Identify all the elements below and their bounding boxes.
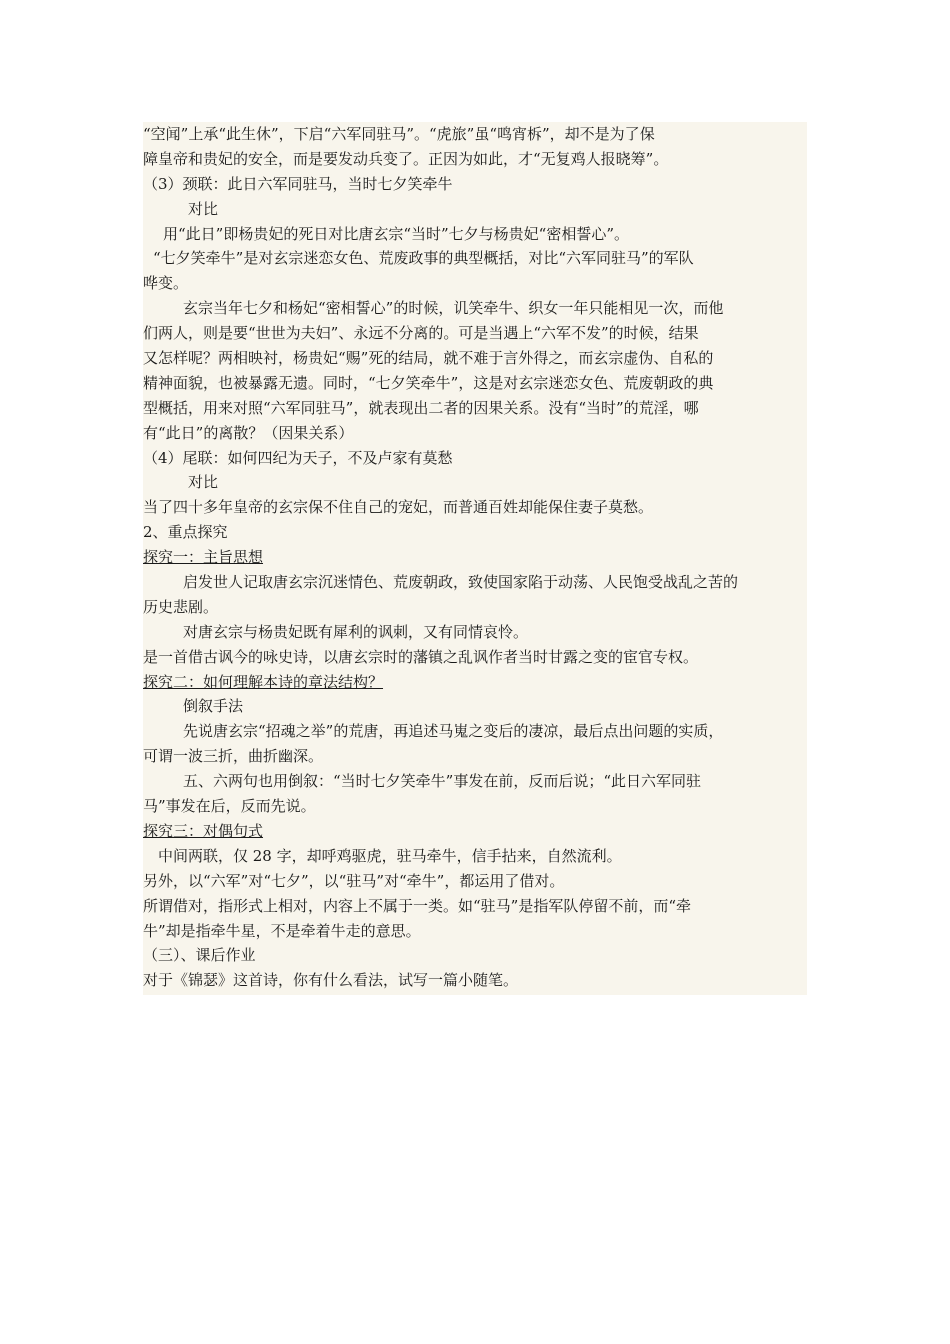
text-line: 五、六两句也用倒叙：“当时七夕笑牵牛”事发在前，反而后说；“此日六军同驻 xyxy=(183,772,702,791)
text-line: 型概括，用来对照“六军同驻马”，就表现出二者的因果关系。没有“当时”的荒淫，哪 xyxy=(143,398,699,417)
text-line: （4）尾联：如何四纪为天子，不及卢家有莫愁 xyxy=(143,448,453,467)
text-line: （3）颈联：此日六军同驻马，当时七夕笑牵牛 xyxy=(143,174,453,193)
text-line: 有“此日”的离散？（因果关系） xyxy=(143,423,354,442)
text-line: 所谓借对，指形式上相对，内容上不属于一类。如“驻马”是指军队停留不前，而“牵 xyxy=(143,896,692,915)
text-line: 精神面貌，也被暴露无遗。同时，“七夕笑牵牛”，这是对玄宗迷恋女色、荒废朝政的典 xyxy=(143,373,714,392)
text-line: 马”事发在后，反而先说。 xyxy=(143,797,316,816)
text-line: 是一首借古讽今的咏史诗，以唐玄宗时的藩镇之乱讽作者当时甘露之变的宦官专权。 xyxy=(143,647,699,666)
text-line: 历史悲剧。 xyxy=(143,597,219,616)
text-line: “七夕笑牵牛”是对玄宗迷恋女色、荒废政事的典型概括，对比“六军同驻马”的军队 xyxy=(153,249,694,268)
text-line: 倒叙手法 xyxy=(183,697,244,716)
section-heading: 探究一：主旨思想 xyxy=(143,548,264,567)
text-line: 另外，以“六军”对“七夕”，以“驻马”对“牵牛”，都运用了借对。 xyxy=(143,871,565,890)
text-line: 用“此日”即杨贵妃的死日对比唐玄宗“当时”七夕与杨贵妃“密相誓心”。 xyxy=(163,224,630,243)
text-line: 先说唐玄宗“招魂之举”的荒唐，再追述马嵬之变后的凄凉，最后点出问题的实质， xyxy=(183,722,724,741)
text-line: 又怎样呢？两相映衬，杨贵妃“赐”死的结局，就不难于言外得之，而玄宗虚伪、自私的 xyxy=(143,349,714,368)
text-line: 们两人，则是要“世世为夫妇”、永远不分离的。可是当遇上“六军不发”的时候，结果 xyxy=(143,324,699,343)
text-line: 启发世人记取唐玄宗沉迷情色、荒废朝政，致使国家陷于动荡、人民饱受战乱之苦的 xyxy=(183,573,739,592)
text-line: 对于《锦瑟》这首诗，你有什么看法，试写一篇小随笔。 xyxy=(143,971,519,990)
text-line: 对比 xyxy=(188,199,219,218)
document-body xyxy=(143,122,807,995)
text-line: 2、重点探究 xyxy=(143,523,228,542)
section-heading: 探究三：对偶句式 xyxy=(143,821,264,840)
text-line: （三）、课后作业 xyxy=(143,946,256,965)
text-line: 对唐玄宗与杨贵妃既有犀利的讽刺，又有同情哀怜。 xyxy=(183,622,529,641)
text-line: 可谓一波三折，曲折幽深。 xyxy=(143,747,324,766)
text-line: 玄宗当年七夕和杨妃“密相誓心”的时候，讥笑牵牛、织女一年只能相见一次，而他 xyxy=(183,299,724,318)
text-line: 中间两联，仅 28 字，却呼鸡驱虎，驻马牵牛，信手拈来，自然流利。 xyxy=(158,846,622,865)
text-line: 对比 xyxy=(188,473,219,492)
section-heading: 探究二：如何理解本诗的章法结构？ xyxy=(143,672,384,691)
text-line: 牛”却是指牵牛星，不是牵着牛走的意思。 xyxy=(143,921,421,940)
text-line: “空闻”上承“此生休”，下启“六军同驻马”。“虎旅”虽“鸣宵柝”，却不是为了保 xyxy=(143,125,655,143)
text-line: 哗变。 xyxy=(143,274,189,293)
text-line: 当了四十多年皇帝的玄宗保不住自己的宠妃，而普通百姓却能保住妻子莫愁。 xyxy=(143,498,654,517)
text-line: 障皇帝和贵妃的安全，而是要发动兵变了。正因为如此，才“无复鸡人报晓筹”。 xyxy=(143,149,669,168)
